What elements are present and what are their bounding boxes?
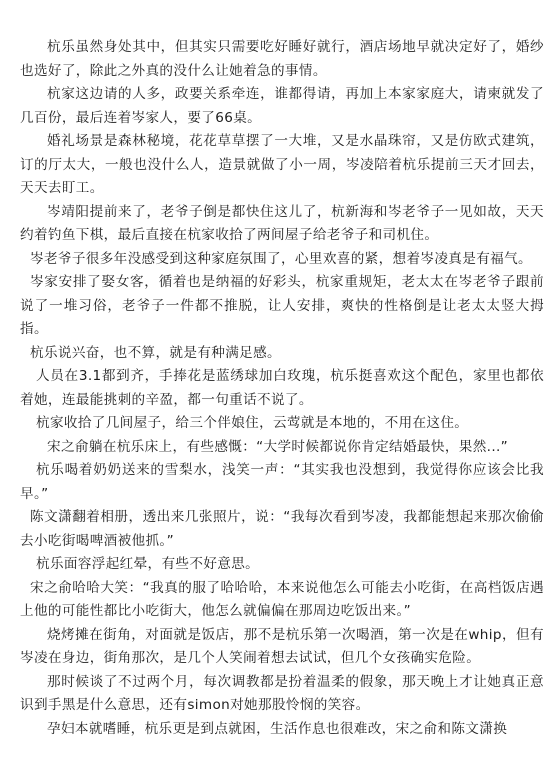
paragraph: 杭乐面容浮起红晕，有些不好意思。	[36, 556, 260, 572]
paragraph: 岑家安排了娶女客，循着也是纳福的好彩头，杭家重规矩，老太太在岑老爷子跟前说了一堆习俗，老爷子一件都不推脱，让人安排，爽快的性格倒是让老太太竖大拇指。	[20, 274, 544, 337]
paragraph: 岑靖阳提前来了，老爷子倒是都快住这儿了，杭新海和岑老爷子一见如故，天天约着钓鱼下棋，最后直接在杭家收拾了两间屋子给老爷子和司机住。	[20, 203, 544, 243]
paragraph: 杭家这边请的人多，政要关系牵连，谁都得请，再加上本家家庭大，请柬就发了几百份，最后连着岑家人，要了66桌。	[20, 86, 544, 126]
paragraph: 那时候谈了不过两个月，每次调教都是扮着温柔的假象，那天晚上才让她真正意识到手黑是什么意思，还有simon对她那股怜悯的笑容。	[20, 673, 544, 713]
paragraph: 烧烤摊在街角，对面就是饭店，那不是杭乐第一次喝酒，第一次是在whip，但有岑凌在身边，街角那次，是几个人笑闹着想去试试，但几个女孩确实危险。	[20, 626, 544, 666]
paragraph: 杭家收拾了几间屋子，给三个伴娘住，云莺就是本地的，不用在这住。	[36, 415, 469, 431]
paragraph: 人员在3.1都到齐，手捧花是蓝绣球加白玫瑰，杭乐挺喜欢这个配色，家里也都依着她，连最能挑刺的辛盈，都一句重话不说了。	[20, 368, 544, 408]
paragraph: 岑老爷子很多年没感受到这种家庭氛围了，心里欢喜的紧，想着岑凌真是有福气。	[30, 250, 532, 267]
paragraph: 孕妇本就嗜睡，杭乐更是到点就困，生活作息也很难改，宋之俞和陈文潇换	[47, 720, 508, 737]
paragraph: 宋之俞哈哈大笑：“我真的服了哈哈哈，本来说他怎么可能去小吃街，在高档饭店遇上他的可能性都比小吃街大，他怎么就偏偏在那周边吃饭出来。”	[20, 579, 544, 619]
paragraph: 杭乐虽然身处其中，但其实只需要吃好睡好就行，酒店场地早就决定好了，婚纱也选好了，除此之外真的没什么让她着急的事情。	[20, 39, 544, 79]
paragraph: 杭乐喝着奶奶送来的雪梨水，浅笑一声：“其实我也没想到，我觉得你应该会比我早。”	[20, 462, 544, 502]
paragraph: 杭乐说兴奋，也不算，就是有种满足感。	[30, 344, 281, 361]
body-text	[20, 36, 544, 741]
paragraph: 陈文潇翻着相册，透出来几张照片，说：“我每次看到岑凌，我都能想起来那次偷偷去小吃街喝啤酒被他抓。”	[20, 509, 544, 549]
paragraph: 婚礼场景是森林秘境，花花草草摆了一大堆，又是水晶珠帘，又是仿欧式建筑，订的厅太大，一般也没什么人，造景就做了小一周，岑凌陪着杭乐提前三天才回去，天天去盯工。	[20, 133, 544, 196]
paragraph: 宋之俞躺在杭乐床上，有些感慨：“大学时候都说你肯定结婚最快，果然...”	[47, 438, 509, 455]
